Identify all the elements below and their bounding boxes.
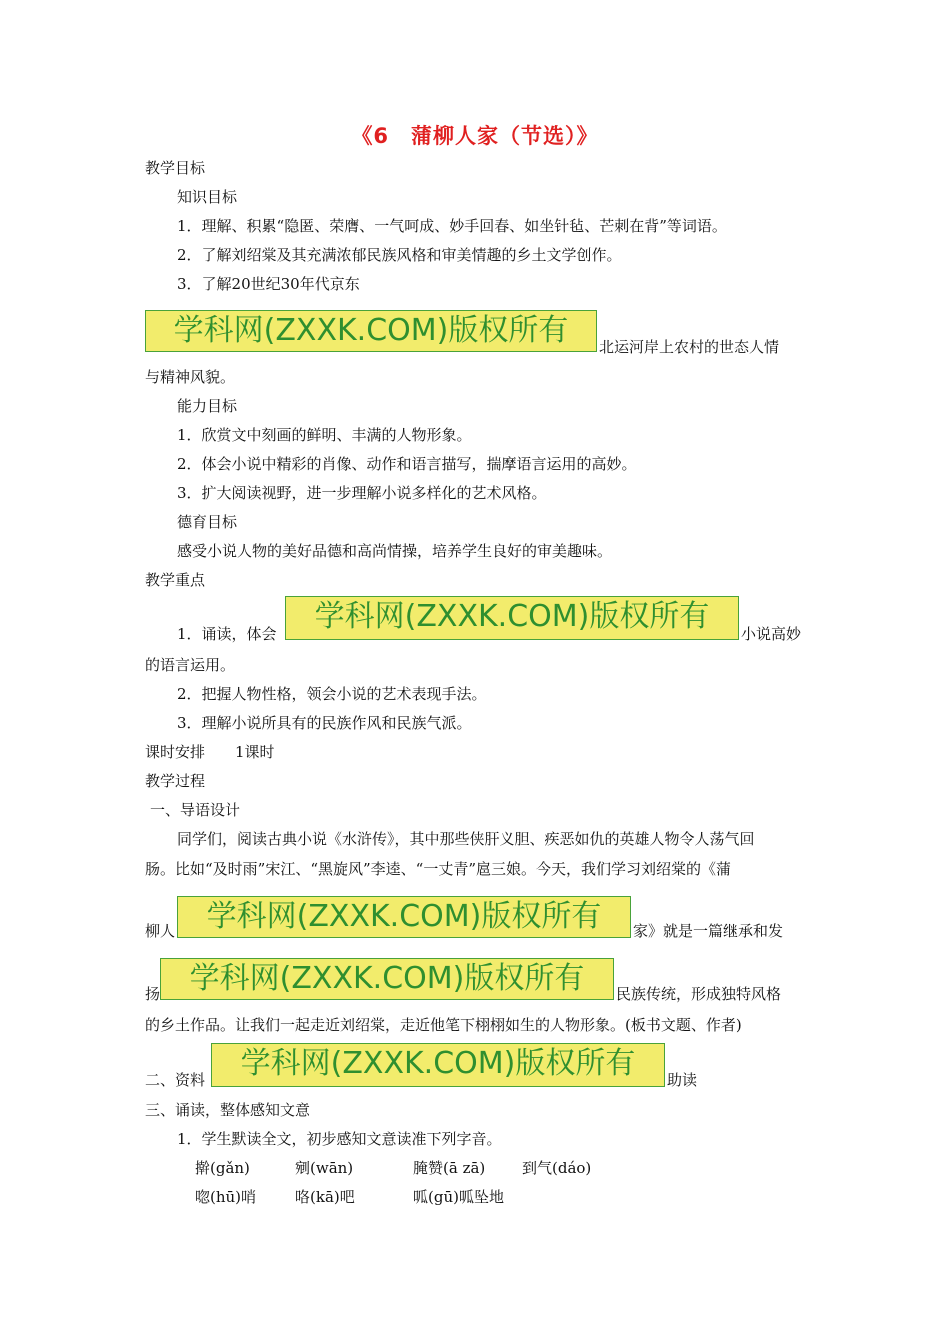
paragraph-line: 1．理解、积累“隐匿、荣膺、一气呵成、妙手回春、如坐针毡、芒刺在背”等词语。 bbox=[177, 217, 727, 235]
paragraph-line: 北运河岸上农村的世态人情 bbox=[599, 338, 780, 356]
pinyin-item: 腌赞(ā zā) bbox=[413, 1159, 486, 1177]
paragraph-line: 与精神风貌。 bbox=[145, 368, 236, 386]
paragraph-line: 1．诵读，体会 bbox=[177, 625, 277, 643]
subheading-moral: 德育目标 bbox=[177, 513, 238, 531]
watermark-stamp: 学科网(ZXXK.COM)版权所有 bbox=[145, 310, 597, 352]
heading-teaching-process: 教学过程 bbox=[145, 772, 206, 790]
paragraph-line: 3．扩大阅读视野，进一步理解小说多样化的艺术风格。 bbox=[177, 484, 547, 502]
paragraph-line: 1．欣赏文中刻画的鲜明、丰满的人物形象。 bbox=[177, 426, 472, 444]
paragraph-line: 小说高妙 bbox=[741, 625, 802, 643]
pinyin-item: 呱(gū)呱坠地 bbox=[413, 1188, 504, 1206]
paragraph-line: 家》就是一篇继承和发 bbox=[633, 922, 784, 940]
paragraph-line: 的乡土作品。让我们一起走近刘绍棠，走近他笔下栩栩如生的人物形象。(板书文题、作者) bbox=[145, 1016, 742, 1034]
paragraph-line: 2．体会小说中精彩的肖像、动作和语言描写，揣摩语言运用的高妙。 bbox=[177, 455, 637, 473]
class-schedule: 课时安排 1课时 bbox=[145, 743, 275, 761]
pinyin-item: 剜(wān) bbox=[295, 1159, 354, 1177]
paragraph-line: 的语言运用。 bbox=[145, 656, 236, 674]
section-heading: 三、诵读，整体感知文意 bbox=[145, 1101, 311, 1119]
subheading-knowledge: 知识目标 bbox=[177, 188, 238, 206]
watermark-stamp: 学科网(ZXXK.COM)版权所有 bbox=[285, 596, 739, 640]
paragraph-line: 2．了解刘绍棠及其充满浓郁民族风格和审美情趣的乡土文学创作。 bbox=[177, 246, 622, 264]
pinyin-item: 咯(kā)吧 bbox=[295, 1188, 355, 1206]
paragraph-line: 肠。比如“及时雨”宋江、“黑旋风”李逵、“一丈青”扈三娘。今天，我们学习刘绍棠的《蒲 bbox=[145, 860, 732, 878]
paragraph-line: 扬 bbox=[145, 985, 161, 1003]
section-heading: 二、资料 bbox=[145, 1071, 206, 1089]
paragraph-line: 同学们，阅读古典小说《水浒传》，其中那些侠肝义胆、疾恶如仇的英雄人物令人荡气回 bbox=[177, 830, 755, 848]
watermark-stamp: 学科网(ZXXK.COM)版权所有 bbox=[211, 1043, 665, 1087]
watermark-stamp: 学科网(ZXXK.COM)版权所有 bbox=[160, 958, 614, 1000]
section-heading: 助读 bbox=[667, 1071, 698, 1089]
document-title: 《6 蒲柳人家（节选）》 bbox=[351, 124, 599, 148]
paragraph-line: 民族传统，形成独特风格 bbox=[616, 985, 782, 1003]
heading-teaching-goals: 教学目标 bbox=[145, 159, 206, 177]
paragraph-line: 3．理解小说所具有的民族作风和民族气派。 bbox=[177, 714, 472, 732]
paragraph-line: 2．把握人物性格，领会小说的艺术表现手法。 bbox=[177, 685, 487, 703]
pinyin-item: 擀(gǎn) bbox=[195, 1159, 250, 1177]
paragraph-line: 柳人 bbox=[145, 922, 176, 940]
section-heading: 一、导语设计 bbox=[150, 801, 241, 819]
subheading-ability: 能力目标 bbox=[177, 397, 238, 415]
pinyin-item: 到气(dáo) bbox=[522, 1159, 592, 1177]
paragraph-line: 1．学生默读全文，初步感知文意读准下列字音。 bbox=[177, 1130, 502, 1148]
heading-key-points: 教学重点 bbox=[145, 571, 206, 589]
watermark-stamp: 学科网(ZXXK.COM)版权所有 bbox=[177, 896, 631, 938]
pinyin-item: 唿(hū)哨 bbox=[195, 1188, 257, 1206]
paragraph-line: 3．了解20世纪30年代京东 bbox=[177, 275, 360, 293]
paragraph-line: 感受小说人物的美好品德和高尚情操，培养学生良好的审美趣味。 bbox=[177, 542, 613, 560]
